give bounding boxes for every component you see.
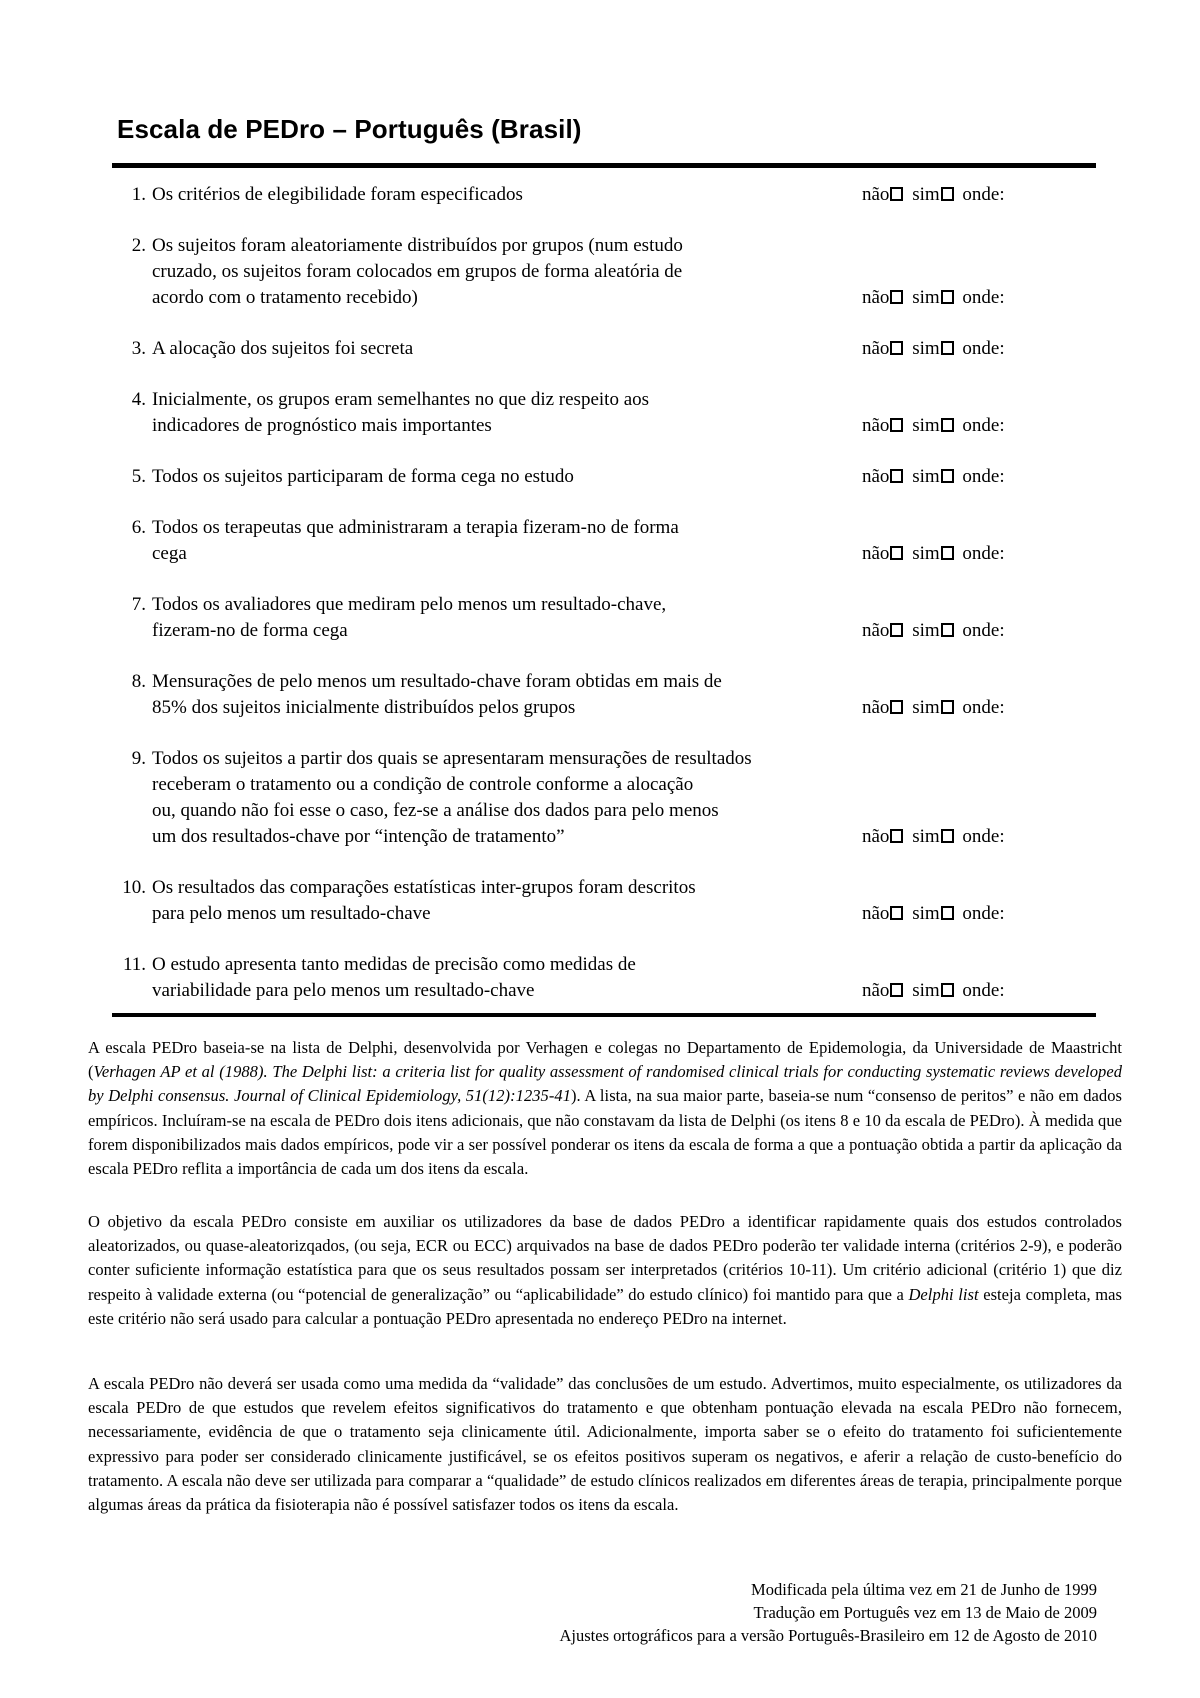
no-label: não	[862, 184, 890, 205]
no-checkbox[interactable]	[890, 700, 903, 714]
yes-label: sim	[912, 184, 940, 205]
criterion-number: 2.	[131, 235, 146, 256]
where-label: onde:	[962, 543, 1005, 564]
yes-label: sim	[912, 903, 940, 924]
no-checkbox[interactable]	[890, 469, 903, 483]
no-label: não	[862, 415, 890, 436]
answer-options	[862, 695, 1005, 721]
answer-options	[862, 901, 1005, 927]
no-label: não	[862, 543, 890, 564]
answer-options	[862, 824, 1005, 850]
criterion-5	[112, 464, 1096, 490]
no-label: não	[862, 826, 890, 847]
delphi-list-term: Delphi list	[908, 1284, 979, 1304]
answer-options	[862, 182, 1005, 208]
p2-text-a: O objetivo da escala PEDro consiste em auxiliar os utilizadores da base de dados PEDro a identificar rapidamente quais dos estudos controlados aleatorizados, ou quase-aleatorizqados, (ou seja, ECR ou ECC) arquivados na base de dados PEDro poderão ter validade interna (critérios 2-9), e poderão conter suficiente informação estatística para que os seus resultados possam ser interpretados (critérios 10-11). Um critério adicional (critério 1) que diz respeito à validade externa (ou “potencial de generalização” ou “aplicabilidade” do estudo clínico) foi mantido para que a	[88, 1212, 1122, 1304]
footer-modified: Modificada pela última vez em 21 de Junho de 1999	[751, 1580, 1097, 1599]
criterion-number: 1.	[131, 184, 146, 205]
yes-checkbox[interactable]	[941, 187, 954, 201]
yes-label: sim	[912, 697, 940, 718]
yes-label: sim	[912, 620, 940, 641]
no-label: não	[862, 980, 890, 1001]
criterion-number: 7.	[131, 594, 146, 615]
criterion-6	[112, 515, 1096, 567]
answer-options	[862, 413, 1005, 439]
no-checkbox[interactable]	[890, 983, 903, 997]
criterion-7	[112, 592, 1096, 644]
criterion-number: 9.	[131, 748, 146, 769]
bottom-divider	[112, 1013, 1096, 1017]
yes-checkbox[interactable]	[941, 546, 954, 560]
criterion-9	[112, 746, 1096, 850]
yes-checkbox[interactable]	[941, 469, 954, 483]
where-label: onde:	[962, 620, 1005, 641]
yes-label: sim	[912, 980, 940, 1001]
no-label: não	[862, 287, 890, 308]
no-label: não	[862, 466, 890, 487]
no-checkbox[interactable]	[890, 623, 903, 637]
no-checkbox[interactable]	[890, 829, 903, 843]
where-label: onde:	[962, 697, 1005, 718]
criterion-text: O estudo apresenta tanto medidas de precisão como medidas de variabilidade para pelo menos um resultado-chave	[152, 954, 636, 1001]
criterion-number: 6.	[131, 517, 146, 538]
yes-checkbox[interactable]	[941, 418, 954, 432]
where-label: onde:	[962, 826, 1005, 847]
answer-options	[862, 541, 1005, 567]
p2-text-b: esteja completa, mas este critério não será usado para calcular a pontuação PEDro apresentada no endereço PEDro na internet.	[88, 1284, 1122, 1328]
criterion-10	[112, 875, 1096, 927]
footer-adjustments: Ajustes ortográficos para a versão Português-Brasileiro em 12 de Agosto de 2010	[559, 1626, 1097, 1645]
where-label: onde:	[962, 980, 1005, 1001]
where-label: onde:	[962, 415, 1005, 436]
yes-checkbox[interactable]	[941, 983, 954, 997]
top-divider	[112, 163, 1096, 168]
where-label: onde:	[962, 184, 1005, 205]
criterion-text: Inicialmente, os grupos eram semelhantes no que diz respeito aos indicadores de prognóstico mais importantes	[152, 389, 650, 436]
no-checkbox[interactable]	[890, 290, 903, 304]
criterion-number: 5.	[131, 466, 146, 487]
no-label: não	[862, 697, 890, 718]
where-label: onde:	[962, 338, 1005, 359]
criterion-number: 8.	[131, 671, 146, 692]
yes-label: sim	[912, 466, 940, 487]
criterion-text: Todos os sujeitos a partir dos quais se apresentaram mensurações de resultados receberam o tratamento ou a condição de controle conforme a alocação ou, quando não foi esse o caso, fez-se a análise dos dados para pelo menos um dos resultados-chave por “intenção de tratamento”	[152, 748, 752, 847]
no-checkbox[interactable]	[890, 906, 903, 920]
answer-options	[862, 464, 1005, 490]
where-label: onde:	[962, 466, 1005, 487]
criterion-text: Os critérios de elegibilidade foram especificados	[152, 184, 523, 205]
yes-checkbox[interactable]	[941, 906, 954, 920]
no-checkbox[interactable]	[890, 546, 903, 560]
no-label: não	[862, 620, 890, 641]
criterion-text: Todos os sujeitos participaram de forma cega no estudo	[152, 466, 574, 487]
yes-label: sim	[912, 287, 940, 308]
document-title: Escala de PEDro – Português (Brasil)	[117, 114, 582, 144]
answer-options	[862, 618, 1005, 644]
criterion-text: Todos os terapeutas que administraram a terapia fizeram-no de forma cega	[152, 517, 679, 564]
yes-label: sim	[912, 415, 940, 436]
criterion-text: Todos os avaliadores que mediram pelo menos um resultado-chave, fizeram-no de forma cega	[152, 594, 667, 641]
criterion-2	[112, 233, 1096, 311]
yes-checkbox[interactable]	[941, 341, 954, 355]
p1-text-b: ). A lista, na sua maior parte, baseia-se num “consenso de peritos” e não em dados empíricos. Incluíram-se na escala de PEDro dois itens adicionais, que não constavam da lista de Delphi (os itens 8 e 10 da escala de PEDro). À medida que forem disponibilizados mais dados empíricos, pode vir a ser possível ponderar os itens da escala de forma a que a pontuação obtida a partir da aplicação da escala PEDro reflita a importância de cada um dos itens da escala.	[88, 1086, 1122, 1179]
criterion-number: 3.	[131, 338, 146, 359]
criterion-11	[112, 952, 1096, 1004]
criterion-8	[112, 669, 1096, 721]
no-label: não	[862, 903, 890, 924]
no-checkbox[interactable]	[890, 418, 903, 432]
explanation-paragraph-3: A escala PEDro não deverá ser usada como uma medida da “validade” das conclusões de um estudo. Advertimos, muito especialmente, os utilizadores da escala PEDro de que estudos que revelem efeitos significativos do tratamento e que obtenham pontuação elevada na escala PEDro não fornecem, necessariamente, evidência de que o tratamento seja clinicamente útil. Adicionalmente, importa saber se o efeito do tratamento foi suficientemente expressivo para poder ser considerado clinicamente justificável, se os efeitos positivos superam os negativos, e aferir a relação de custo-benefício do tratamento. A escala não deve ser utilizada para comparar a “qualidade” de estudo clínicos realizados em diferentes áreas de terapia, principalmente porque algumas áreas da prática da fisioterapia não é possível satisfazer todos os itens da escala.	[88, 1374, 1122, 1515]
explanation-paragraph-2	[88, 1210, 1122, 1331]
answer-options	[862, 336, 1005, 362]
criterion-number: 11.	[122, 954, 146, 975]
criterion-text: Os sujeitos foram aleatoriamente distribuídos por grupos (num estudo cruzado, os sujeitos foram colocados em grupos de forma aleatória de acordo com o tratamento recebido)	[152, 235, 683, 308]
yes-checkbox[interactable]	[941, 829, 954, 843]
citation: Verhagen AP et al (1988). The Delphi list: a criteria list for quality assessment of randomised clinical trials for conducting systematic reviews developed by Delphi consensus. Journal of Clinical Epidemiology, 51(12):1235-41	[88, 1062, 1122, 1106]
no-label: não	[862, 338, 890, 359]
p1-text-a: A escala PEDro baseia-se na lista de Delphi, desenvolvida por Verhagen e colegas no Departamento de Epidemologia, da Universidade de Maastricht (	[88, 1038, 1122, 1082]
footer-translation: Tradução em Português vez em 13 de Maio de 2009	[753, 1603, 1097, 1622]
where-label: onde:	[962, 287, 1005, 308]
criterion-number: 10.	[122, 877, 146, 898]
criterion-4	[112, 387, 1096, 439]
answer-options	[862, 285, 1005, 311]
explanation-paragraph-1	[88, 1036, 1122, 1181]
criterion-1	[112, 182, 1096, 208]
criterion-text: A alocação dos sujeitos foi secreta	[152, 338, 414, 359]
no-checkbox[interactable]	[890, 341, 903, 355]
criterion-text: Mensurações de pelo menos um resultado-chave foram obtidas em mais de 85% dos sujeitos inicialmente distribuídos pelos grupos	[152, 671, 722, 718]
where-label: onde:	[962, 903, 1005, 924]
yes-label: sim	[912, 543, 940, 564]
criterion-text: Os resultados das comparações estatísticas inter-grupos foram descritos para pelo menos um resultado-chave	[152, 877, 696, 924]
criterion-number: 4.	[131, 389, 146, 410]
yes-checkbox[interactable]	[941, 623, 954, 637]
criterion-3	[112, 336, 1096, 362]
answer-options	[862, 978, 1005, 1004]
yes-label: sim	[912, 338, 940, 359]
yes-label: sim	[912, 826, 940, 847]
no-checkbox[interactable]	[890, 187, 903, 201]
yes-checkbox[interactable]	[941, 700, 954, 714]
yes-checkbox[interactable]	[941, 290, 954, 304]
